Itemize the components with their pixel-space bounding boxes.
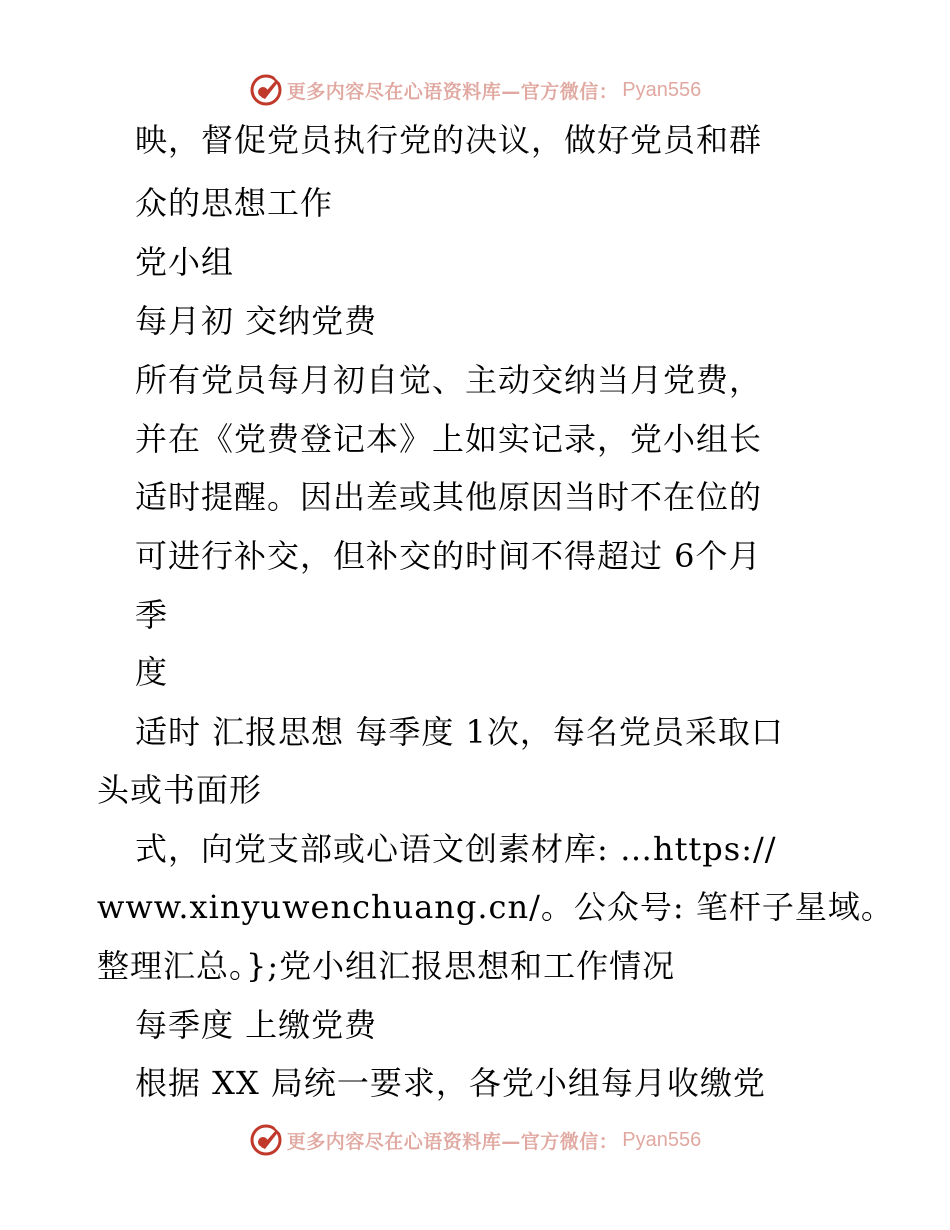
quill-logo-icon — [249, 73, 283, 107]
body-line: 度 — [135, 653, 169, 691]
body-line: 适时提醒。因出差或其他原因当时不在位的 — [135, 478, 763, 516]
body-line: 所有党员每月初自觉、主动交纳当月党费， — [135, 361, 763, 399]
footer-watermark — [0, 1120, 950, 1160]
body-line: 并在《党费登记本》上如实记录，党小组长 — [135, 420, 763, 458]
body-line: 可进行补交，但补交的时间不得超过 6个月 — [135, 537, 762, 575]
body-line: 党小组 — [135, 243, 235, 281]
header-watermark-id: Pyan556 — [622, 78, 702, 101]
body-line: 每季度 上缴党费 — [135, 1006, 378, 1044]
body-line: 每月初 交纳党费 — [135, 302, 378, 340]
body-line: 式，向党支部或心语文创素材库: …https:// — [135, 830, 777, 868]
quill-logo-icon — [249, 1123, 283, 1157]
body-line: 头或书面形 — [97, 771, 263, 809]
header-watermark — [0, 70, 950, 110]
footer-watermark-text: 更多内容尽在心语资料库—官方微信： — [286, 1130, 619, 1153]
body-line: www.xinyuwenchuang.cn/。公众号: 笔杆子星域。 — [97, 888, 894, 926]
body-line: 众的思想工作 — [135, 184, 334, 222]
body-line: 适时 汇报思想 每季度 1次，每名党员采取口 — [135, 713, 784, 751]
header-watermark-text: 更多内容尽在心语资料库—官方微信： — [286, 80, 619, 103]
body-line: 映，督促党员执行党的决议，做好党员和群 — [135, 121, 763, 159]
body-line: 季 — [135, 596, 169, 634]
footer-watermark-id: Pyan556 — [622, 1128, 702, 1151]
body-line: 整理汇总。};党小组汇报思想和工作情况 — [97, 947, 676, 985]
body-line: 根据 XX 局统一要求，各党小组每月收缴党 — [135, 1064, 766, 1102]
